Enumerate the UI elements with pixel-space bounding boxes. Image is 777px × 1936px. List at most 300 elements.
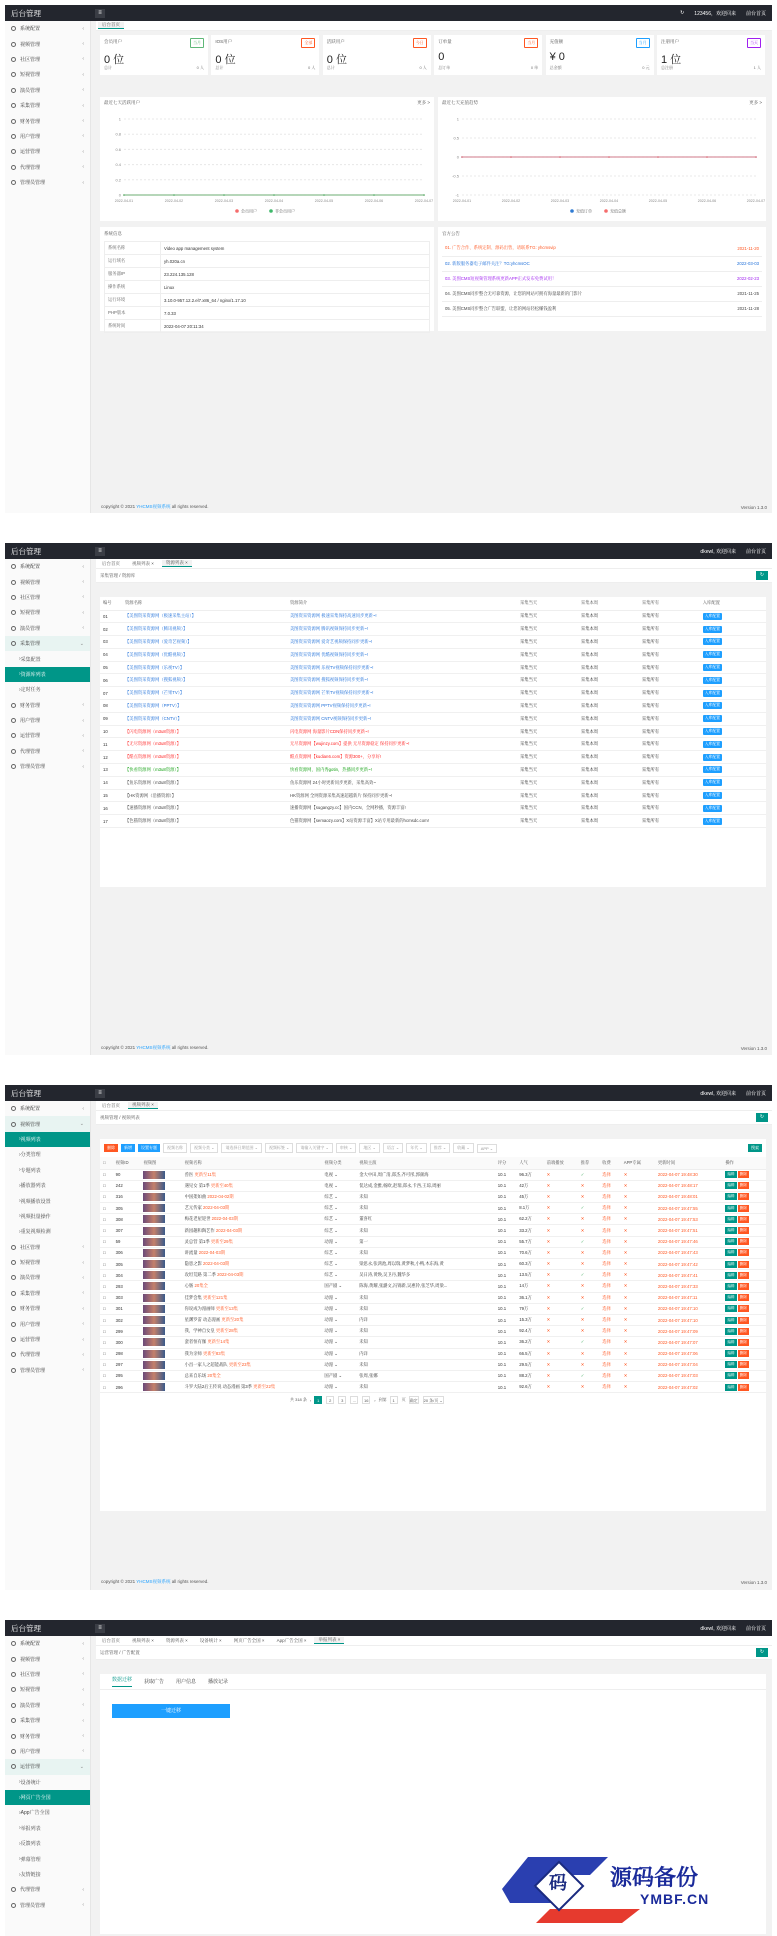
user-greeting[interactable]: dkewl, 欢迎回来: [700, 548, 736, 555]
video-category[interactable]: 综艺 ⌄: [321, 1191, 356, 1202]
recommend-toggle[interactable]: ✕: [578, 1326, 599, 1337]
sidebar-subitem[interactable]: [5, 667, 90, 682]
row-checkbox[interactable]: □: [100, 1214, 113, 1225]
config-button[interactable]: 入库配置: [704, 741, 720, 746]
config-button[interactable]: 入库配置: [704, 793, 720, 798]
fee-select[interactable]: 选择: [599, 1314, 620, 1325]
edit-button[interactable]: 编辑: [727, 1328, 735, 1333]
delete-button[interactable]: 删除: [739, 1283, 747, 1288]
edit-button[interactable]: 编辑: [727, 1261, 735, 1266]
sidebar-subitem[interactable]: [5, 1193, 90, 1208]
sidebar-item[interactable]: [5, 759, 90, 774]
collect-link[interactable]: 采集所有: [639, 789, 700, 802]
one-click-migrate-button[interactable]: 一键迁移: [112, 1704, 230, 1718]
config-button[interactable]: 入库配置: [704, 818, 720, 823]
frontend-play-toggle[interactable]: ✕: [544, 1370, 578, 1381]
video-category[interactable]: 综艺 ⌄: [321, 1214, 356, 1225]
recommend-toggle[interactable]: ✕: [578, 1191, 599, 1202]
edit-button[interactable]: 编辑: [727, 1339, 735, 1344]
collect-link[interactable]: 采集当天: [517, 648, 578, 661]
tab[interactable]: 资源列表 ×: [165, 1637, 188, 1643]
delete-button[interactable]: 删除: [739, 1250, 747, 1255]
video-category[interactable]: 动漫 ⌄: [321, 1303, 356, 1314]
frontend-play-toggle[interactable]: ✕: [544, 1359, 578, 1370]
delete-button[interactable]: 删除: [739, 1272, 747, 1277]
collect-link[interactable]: 采集本周: [578, 802, 639, 815]
sidebar-item[interactable]: [5, 1363, 90, 1378]
menu-toggle-icon[interactable]: ≡: [95, 547, 105, 556]
app-only-toggle[interactable]: ✕: [621, 1348, 655, 1359]
fee-select[interactable]: 选择: [599, 1281, 620, 1292]
recommend-toggle[interactable]: ✕: [578, 1214, 599, 1225]
edit-button[interactable]: 编辑: [727, 1317, 735, 1322]
video-category[interactable]: 综艺 ⌄: [321, 1270, 356, 1281]
video-category[interactable]: 电视 ⌄: [321, 1180, 356, 1191]
delete-button[interactable]: 删除: [739, 1295, 747, 1300]
collect-link[interactable]: 采集本周: [578, 648, 639, 661]
page-number[interactable]: 1: [314, 1396, 322, 1404]
config-button[interactable]: 入库配置: [704, 665, 720, 670]
collect-link[interactable]: 采集本周: [578, 789, 639, 802]
edit-button[interactable]: 编辑: [727, 1272, 735, 1277]
frontend-play-toggle[interactable]: ✕: [544, 1292, 578, 1303]
toolbar-button[interactable]: 新增: [121, 1144, 135, 1152]
sidebar-item[interactable]: [5, 1240, 90, 1255]
sidebar-item[interactable]: [5, 1255, 90, 1270]
fee-select[interactable]: 选择: [599, 1259, 620, 1270]
frontend-play-toggle[interactable]: ✕: [544, 1225, 578, 1236]
page-number[interactable]: 2: [326, 1396, 334, 1404]
refresh-button[interactable]: ↻: [756, 571, 768, 580]
chart1-more-link[interactable]: 更多 >: [417, 100, 430, 105]
sidebar-subitem[interactable]: [5, 1867, 90, 1882]
frontend-play-toggle[interactable]: ✕: [544, 1214, 578, 1225]
fee-select[interactable]: 选择: [599, 1203, 620, 1214]
row-checkbox[interactable]: □: [100, 1326, 113, 1337]
collect-link[interactable]: 采集当天: [517, 636, 578, 649]
fee-select[interactable]: 选择: [599, 1180, 620, 1191]
video-category[interactable]: 国产剧 ⌄: [321, 1370, 356, 1381]
video-category[interactable]: 动漫 ⌄: [321, 1314, 356, 1325]
row-checkbox[interactable]: □: [100, 1169, 113, 1180]
sidebar-item[interactable]: [5, 175, 90, 190]
edit-button[interactable]: 编辑: [727, 1351, 735, 1356]
recommend-toggle[interactable]: ✓: [578, 1337, 599, 1348]
collect-link[interactable]: 采集当天: [517, 661, 578, 674]
tab[interactable]: 后台首页: [102, 1102, 120, 1108]
frontend-play-toggle[interactable]: ✕: [544, 1270, 578, 1281]
app-only-toggle[interactable]: ✕: [621, 1191, 655, 1202]
row-checkbox[interactable]: □: [100, 1303, 113, 1314]
fee-select[interactable]: 选择: [599, 1270, 620, 1281]
sidebar-item[interactable]: [5, 1698, 90, 1713]
user-greeting[interactable]: dkewl, 欢迎回来: [700, 1090, 736, 1097]
filter-field[interactable]: 请选择日期范围 ⌄: [221, 1143, 261, 1153]
collect-link[interactable]: 采集本周: [578, 738, 639, 751]
notice-text[interactable]: 02. 新版服务器电子邮件关注？TG:yhcmsOC: [442, 256, 710, 271]
sidebar-item[interactable]: [5, 636, 90, 651]
delete-button[interactable]: 删除: [739, 1228, 747, 1233]
sub-tab[interactable]: 数据迁移: [112, 1676, 132, 1687]
collect-link[interactable]: 采集本周: [578, 815, 639, 828]
filter-field[interactable]: 年代 ⌄: [406, 1143, 426, 1153]
fee-select[interactable]: 选择: [599, 1382, 620, 1393]
delete-button[interactable]: 删除: [739, 1172, 747, 1177]
frontend-play-toggle[interactable]: ✕: [544, 1180, 578, 1191]
sidebar-item[interactable]: [5, 1898, 90, 1913]
collect-link[interactable]: 采集本周: [578, 623, 639, 636]
config-button[interactable]: 入库配置: [704, 754, 720, 759]
delete-button[interactable]: 删除: [739, 1216, 747, 1221]
collect-link[interactable]: 采集所有: [639, 687, 700, 700]
video-category[interactable]: 动漫 ⌄: [321, 1292, 356, 1303]
video-category[interactable]: 动漫 ⌄: [321, 1337, 356, 1348]
sidebar-item[interactable]: [5, 1651, 90, 1666]
config-button[interactable]: 入库配置: [704, 652, 720, 657]
next-page-icon[interactable]: ›: [374, 1397, 376, 1403]
app-only-toggle[interactable]: ✕: [621, 1314, 655, 1325]
edit-button[interactable]: 编辑: [727, 1362, 735, 1367]
user-greeting[interactable]: dkewl, 欢迎回来: [700, 1625, 736, 1632]
recommend-toggle[interactable]: ✕: [578, 1225, 599, 1236]
row-checkbox[interactable]: □: [100, 1203, 113, 1214]
collect-link[interactable]: 采集所有: [639, 610, 700, 623]
sidebar-item[interactable]: [5, 1101, 90, 1116]
recommend-toggle[interactable]: ✓: [578, 1203, 599, 1214]
tab[interactable]: 网页广告全国 ×: [233, 1637, 265, 1643]
toolbar-button[interactable]: 设置专题: [138, 1144, 160, 1152]
collect-link[interactable]: 采集当天: [517, 687, 578, 700]
page-number[interactable]: 16: [364, 1398, 369, 1404]
refresh-button[interactable]: ↻: [756, 1113, 768, 1122]
sidebar-item[interactable]: [5, 160, 90, 175]
config-button[interactable]: 入库配置: [704, 703, 720, 708]
collect-link[interactable]: 采集本周: [578, 674, 639, 687]
recommend-toggle[interactable]: ✓: [578, 1270, 599, 1281]
edit-button[interactable]: 编辑: [727, 1250, 735, 1255]
app-only-toggle[interactable]: ✕: [621, 1281, 655, 1292]
collect-link[interactable]: 采集所有: [639, 751, 700, 764]
filter-field[interactable]: APP ⌄: [477, 1144, 497, 1153]
notice-text[interactable]: 01. 广告合作、系统定制、源码出售，请联系TG: yhcmsvip: [442, 241, 710, 256]
collect-link[interactable]: 采集所有: [639, 648, 700, 661]
sidebar-subitem[interactable]: [5, 682, 90, 697]
delete-button[interactable]: 删除: [739, 1339, 747, 1344]
tab[interactable]: 设备统计 ×: [199, 1637, 222, 1643]
collect-link[interactable]: 采集当天: [517, 764, 578, 777]
frontend-play-toggle[interactable]: ✕: [544, 1259, 578, 1270]
collect-link[interactable]: 采集当天: [517, 776, 578, 789]
video-category[interactable]: 综艺 ⌄: [321, 1203, 356, 1214]
frontend-play-toggle[interactable]: ✕: [544, 1169, 578, 1180]
sidebar-item[interactable]: [5, 36, 90, 51]
config-button[interactable]: 入库配置: [704, 639, 720, 644]
sidebar-item[interactable]: [5, 1667, 90, 1682]
delete-button[interactable]: 删除: [739, 1384, 747, 1389]
collect-link[interactable]: 采集当天: [517, 700, 578, 713]
app-only-toggle[interactable]: ✕: [621, 1337, 655, 1348]
filter-field[interactable]: 请输入关键字 ⌄: [296, 1143, 332, 1153]
app-only-toggle[interactable]: ✕: [621, 1203, 655, 1214]
sidebar-item[interactable]: [5, 144, 90, 159]
app-only-toggle[interactable]: ✕: [621, 1247, 655, 1258]
frontend-play-toggle[interactable]: ✕: [544, 1203, 578, 1214]
edit-button[interactable]: 编辑: [727, 1216, 735, 1221]
delete-button[interactable]: 删除: [739, 1328, 747, 1333]
edit-button[interactable]: 编辑: [727, 1373, 735, 1378]
tab[interactable]: 举报列表 ×: [314, 1637, 344, 1644]
collect-link[interactable]: 采集所有: [639, 776, 700, 789]
recommend-toggle[interactable]: ✕: [578, 1281, 599, 1292]
config-button[interactable]: 入库配置: [704, 716, 720, 721]
recommend-toggle[interactable]: ✓: [578, 1236, 599, 1247]
collect-link[interactable]: 采集本周: [578, 725, 639, 738]
edit-button[interactable]: 编辑: [727, 1239, 735, 1244]
collect-link[interactable]: 采集当天: [517, 738, 578, 751]
config-button[interactable]: 入库配置: [704, 677, 720, 682]
app-only-toggle[interactable]: ✕: [621, 1225, 655, 1236]
refresh-icon[interactable]: ↻: [680, 10, 685, 16]
edit-button[interactable]: 编辑: [727, 1384, 735, 1389]
search-button[interactable]: 搜索: [748, 1144, 762, 1152]
fee-select[interactable]: 选择: [599, 1303, 620, 1314]
sidebar-item[interactable]: [5, 113, 90, 128]
row-checkbox[interactable]: □: [100, 1348, 113, 1359]
select-all-checkbox[interactable]: □: [100, 1157, 113, 1169]
footer-link[interactable]: YHCMS视频系统: [136, 504, 171, 509]
recommend-toggle[interactable]: ✓: [578, 1370, 599, 1381]
delete-button[interactable]: 删除: [739, 1261, 747, 1266]
sidebar-item[interactable]: [5, 1759, 90, 1774]
sidebar-item[interactable]: [5, 590, 90, 605]
notice-row[interactable]: [442, 301, 762, 316]
row-checkbox[interactable]: □: [100, 1359, 113, 1370]
row-checkbox[interactable]: □: [100, 1247, 113, 1258]
sidebar-item[interactable]: [5, 1116, 90, 1131]
frontend-play-toggle[interactable]: ✕: [544, 1326, 578, 1337]
app-only-toggle[interactable]: ✕: [621, 1270, 655, 1281]
frontend-play-toggle[interactable]: ✕: [544, 1247, 578, 1258]
video-category[interactable]: 动漫 ⌄: [321, 1236, 356, 1247]
sidebar-subitem[interactable]: [5, 1132, 90, 1147]
app-only-toggle[interactable]: ✕: [621, 1326, 655, 1337]
collect-link[interactable]: 采集所有: [639, 712, 700, 725]
row-checkbox[interactable]: □: [100, 1281, 113, 1292]
refresh-button[interactable]: ↻: [756, 1648, 768, 1657]
fee-select[interactable]: 选择: [599, 1337, 620, 1348]
sidebar-item[interactable]: [5, 83, 90, 98]
delete-button[interactable]: 删除: [739, 1373, 747, 1378]
fee-select[interactable]: 选择: [599, 1214, 620, 1225]
fee-select[interactable]: 选择: [599, 1236, 620, 1247]
app-only-toggle[interactable]: ✕: [621, 1370, 655, 1381]
sidebar-subitem[interactable]: [5, 1775, 90, 1790]
app-only-toggle[interactable]: ✕: [621, 1236, 655, 1247]
delete-button[interactable]: 删除: [739, 1183, 747, 1188]
edit-button[interactable]: 编辑: [727, 1283, 735, 1288]
sidebar-item[interactable]: [5, 1682, 90, 1697]
filter-field[interactable]: 收藏 ⌄: [453, 1143, 473, 1153]
recommend-toggle[interactable]: ✓: [578, 1303, 599, 1314]
footer-link[interactable]: YHCMS视频系统: [136, 1045, 171, 1050]
frontend-play-toggle[interactable]: ✕: [544, 1281, 578, 1292]
sidebar-item[interactable]: [5, 1347, 90, 1362]
row-checkbox[interactable]: □: [100, 1225, 113, 1236]
row-checkbox[interactable]: □: [100, 1370, 113, 1381]
sidebar-subitem[interactable]: [5, 1805, 90, 1820]
video-category[interactable]: 综艺 ⌄: [321, 1225, 356, 1236]
edit-button[interactable]: 编辑: [727, 1172, 735, 1177]
collect-link[interactable]: 采集当天: [517, 674, 578, 687]
collect-link[interactable]: 采集当天: [517, 751, 578, 764]
recommend-toggle[interactable]: ✓: [578, 1169, 599, 1180]
frontend-play-toggle[interactable]: ✕: [544, 1191, 578, 1202]
fee-select[interactable]: 选择: [599, 1359, 620, 1370]
sidebar-item[interactable]: [5, 21, 90, 36]
user-greeting[interactable]: 123456，欢迎回来: [694, 10, 736, 17]
recommend-toggle[interactable]: ✕: [578, 1180, 599, 1191]
page-number[interactable]: 3: [338, 1396, 346, 1404]
sidebar-item[interactable]: [5, 698, 90, 713]
sidebar-item[interactable]: [5, 1713, 90, 1728]
goto-input[interactable]: 1: [390, 1396, 398, 1404]
frontend-play-toggle[interactable]: ✕: [544, 1314, 578, 1325]
sub-tab[interactable]: 播放记录: [208, 1679, 229, 1685]
collect-link[interactable]: 采集所有: [639, 815, 700, 828]
video-category[interactable]: 国产剧 ⌄: [321, 1281, 356, 1292]
goto-confirm-button[interactable]: 确定: [409, 1398, 418, 1404]
collect-link[interactable]: 采集所有: [639, 636, 700, 649]
collect-link[interactable]: 采集本周: [578, 776, 639, 789]
collect-link[interactable]: 采集当天: [517, 815, 578, 828]
fee-select[interactable]: 选择: [599, 1225, 620, 1236]
collect-link[interactable]: 采集当天: [517, 725, 578, 738]
row-checkbox[interactable]: □: [100, 1236, 113, 1247]
sidebar-item[interactable]: [5, 728, 90, 743]
menu-toggle-icon[interactable]: ≡: [95, 1624, 105, 1633]
tab-home[interactable]: 后台首页: [98, 22, 124, 29]
collect-link[interactable]: 采集所有: [639, 623, 700, 636]
delete-button[interactable]: 删除: [739, 1205, 747, 1210]
page-size-select[interactable]: 20 条/页 ⌄: [423, 1398, 443, 1404]
video-category[interactable]: 动漫 ⌄: [321, 1348, 356, 1359]
sidebar-subitem[interactable]: [5, 1224, 90, 1239]
tab[interactable]: 后台首页: [102, 1637, 120, 1643]
sidebar-item[interactable]: [5, 605, 90, 620]
collect-link[interactable]: 采集本周: [578, 700, 639, 713]
home-link[interactable]: 前台首页: [745, 10, 766, 17]
recommend-toggle[interactable]: ✕: [578, 1348, 599, 1359]
edit-button[interactable]: 编辑: [727, 1306, 735, 1311]
tab[interactable]: 资源列表 ×: [162, 560, 192, 567]
app-only-toggle[interactable]: ✕: [621, 1292, 655, 1303]
sidebar-item[interactable]: [5, 129, 90, 144]
filter-field[interactable]: 语言 ⌄: [383, 1143, 403, 1153]
sidebar-item[interactable]: [5, 1744, 90, 1759]
collect-link[interactable]: 采集所有: [639, 764, 700, 777]
collect-link[interactable]: 采集本周: [578, 687, 639, 700]
sidebar-subitem[interactable]: [5, 1178, 90, 1193]
app-only-toggle[interactable]: ✕: [621, 1259, 655, 1270]
chart2-more-link[interactable]: 更多 >: [749, 100, 762, 105]
collect-link[interactable]: 采集所有: [639, 700, 700, 713]
fee-select[interactable]: 选择: [599, 1348, 620, 1359]
tab[interactable]: 视频列表 ×: [128, 1102, 158, 1109]
notice-text[interactable]: 03. 美图CMS短视频管理系统更新APP正式发布免费试用！: [442, 271, 710, 286]
recommend-toggle[interactable]: ✕: [578, 1314, 599, 1325]
sidebar-item[interactable]: [5, 1636, 90, 1651]
collect-link[interactable]: 采集本周: [578, 610, 639, 623]
sidebar-subitem[interactable]: [5, 1821, 90, 1836]
sidebar-item[interactable]: [5, 1882, 90, 1897]
row-checkbox[interactable]: □: [100, 1191, 113, 1202]
delete-button[interactable]: 删除: [739, 1351, 747, 1356]
menu-toggle-icon[interactable]: ≡: [95, 9, 105, 18]
collect-link[interactable]: 采集本周: [578, 661, 639, 674]
collect-link[interactable]: 采集当天: [517, 712, 578, 725]
toolbar-button[interactable]: 删除: [104, 1144, 118, 1152]
config-button[interactable]: 入库配置: [704, 690, 720, 695]
frontend-play-toggle[interactable]: ✕: [544, 1236, 578, 1247]
collect-link[interactable]: 采集本周: [578, 764, 639, 777]
row-checkbox[interactable]: □: [100, 1259, 113, 1270]
edit-button[interactable]: 编辑: [727, 1228, 735, 1233]
video-category[interactable]: 动漫 ⌄: [321, 1359, 356, 1370]
collect-link[interactable]: 采集所有: [639, 661, 700, 674]
sidebar-item[interactable]: [5, 98, 90, 113]
sidebar-item[interactable]: [5, 1316, 90, 1331]
app-only-toggle[interactable]: ✕: [621, 1169, 655, 1180]
page-number[interactable]: ...: [350, 1396, 358, 1404]
config-button[interactable]: 入库配置: [704, 613, 720, 618]
home-link[interactable]: 前台首页: [745, 548, 766, 555]
collect-link[interactable]: 采集所有: [639, 802, 700, 815]
sidebar-item[interactable]: [5, 1270, 90, 1285]
collect-link[interactable]: 采集当天: [517, 789, 578, 802]
tab[interactable]: App广告全国 ×: [276, 1637, 307, 1643]
recommend-toggle[interactable]: ✕: [578, 1247, 599, 1258]
notice-row[interactable]: [442, 271, 762, 286]
sidebar-item[interactable]: [5, 574, 90, 589]
delete-button[interactable]: 删除: [739, 1317, 747, 1322]
filter-field[interactable]: 地区 ⌄: [359, 1143, 379, 1153]
fee-select[interactable]: 选择: [599, 1292, 620, 1303]
tab[interactable]: 视频列表 ×: [132, 560, 154, 566]
video-category[interactable]: 综艺 ⌄: [321, 1247, 356, 1258]
row-checkbox[interactable]: □: [100, 1314, 113, 1325]
sidebar-item[interactable]: [5, 1286, 90, 1301]
config-button[interactable]: 入库配置: [704, 805, 720, 810]
sidebar-item[interactable]: [5, 1728, 90, 1743]
filter-field[interactable]: 视频分类 ⌄: [190, 1143, 218, 1153]
home-link[interactable]: 前台首页: [745, 1090, 766, 1097]
recommend-toggle[interactable]: ✕: [578, 1292, 599, 1303]
row-checkbox[interactable]: □: [100, 1180, 113, 1191]
fee-select[interactable]: 选择: [599, 1370, 620, 1381]
collect-link[interactable]: 采集当天: [517, 802, 578, 815]
filter-field[interactable]: 推荐 ⌄: [430, 1143, 450, 1153]
collect-link[interactable]: 采集所有: [639, 738, 700, 751]
config-button[interactable]: 入库配置: [704, 626, 720, 631]
config-button[interactable]: 入库配置: [704, 767, 720, 772]
video-category[interactable]: 动漫 ⌄: [321, 1326, 356, 1337]
fee-select[interactable]: 选择: [599, 1191, 620, 1202]
sidebar-item[interactable]: [5, 1301, 90, 1316]
sidebar-subitem[interactable]: [5, 1836, 90, 1851]
notice-text[interactable]: 05. 美图CMS同步整合广告联盟，让您的网站轻松赚钱盈利: [442, 301, 710, 316]
sidebar-item[interactable]: [5, 559, 90, 574]
app-only-toggle[interactable]: ✕: [621, 1303, 655, 1314]
